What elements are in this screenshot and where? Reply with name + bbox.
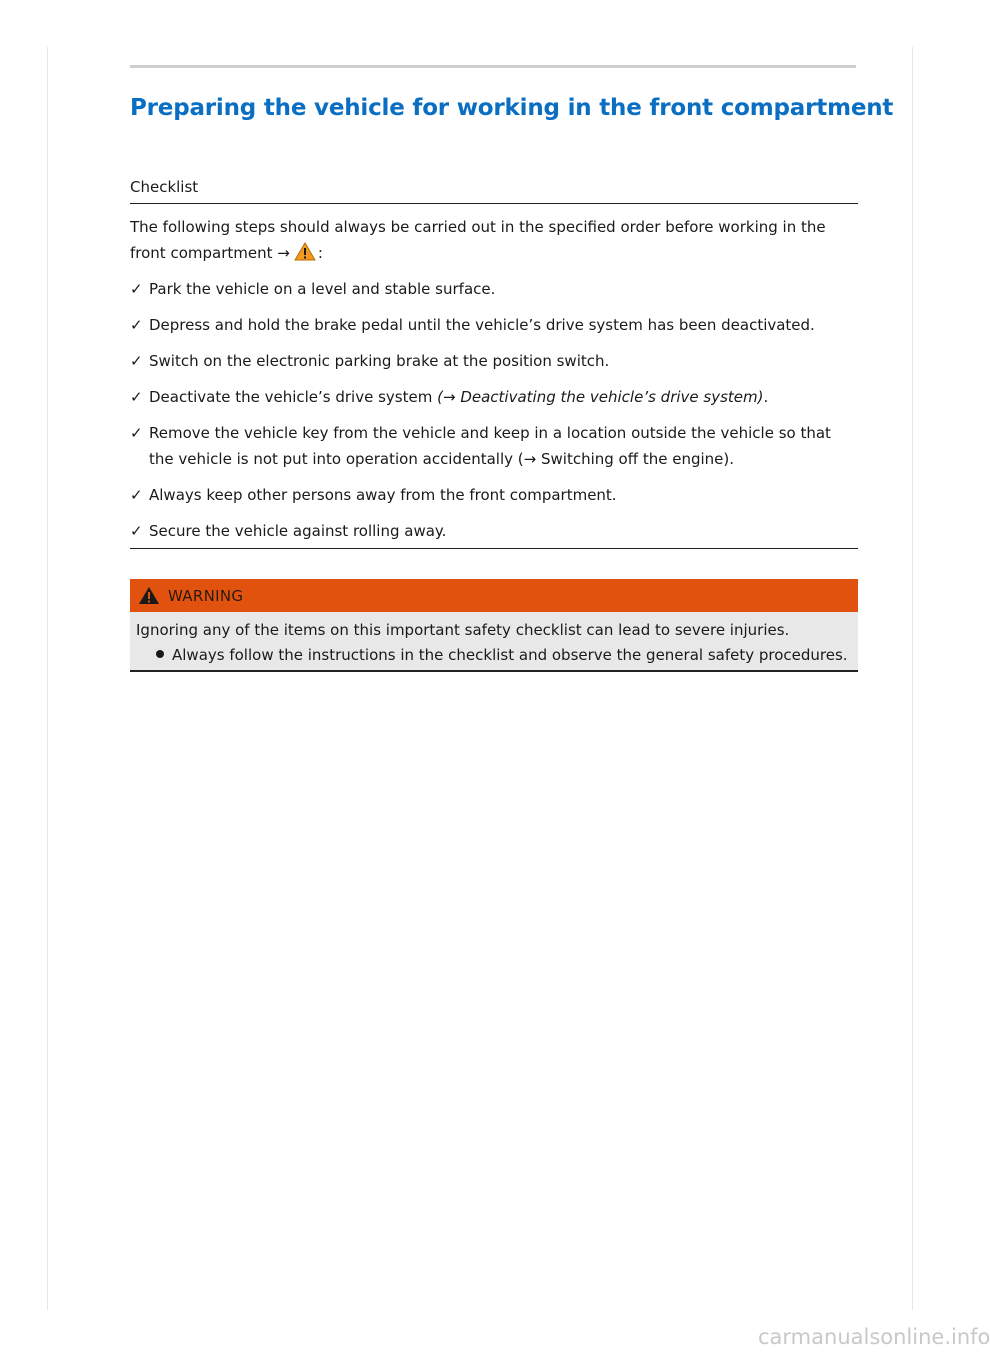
warning-bullet — [156, 644, 848, 666]
warning-header — [130, 579, 858, 612]
checklist-item — [130, 482, 858, 508]
checklist-item-text: Remove the vehicle key from the vehicle and keep in a location outside the vehicle so that the vehicle is not put into operation accidentally ( — [149, 424, 831, 468]
checklist-item-text: Depress and hold the brake pedal until the vehicle’s drive system has been deactivated. — [149, 316, 815, 334]
warning-box — [130, 579, 858, 672]
check-icon: ✓ — [130, 352, 143, 370]
check-icon: ✓ — [130, 280, 143, 298]
check-icon: ✓ — [130, 486, 143, 504]
check-icon: ✓ — [130, 388, 143, 406]
warning-title: WARNING — [168, 587, 244, 605]
page-border-right — [912, 47, 913, 1310]
checklist-item-text: Always keep other persons away from the front compartment. — [149, 486, 617, 504]
intro-text: The following steps should always be carried out in the specified order before working in the front compartment — [130, 218, 826, 262]
intro-suffix: : — [317, 244, 323, 262]
intro-paragraph — [130, 214, 858, 266]
check-icon: ✓ — [130, 522, 143, 540]
checklist-item-tail: . — [763, 388, 769, 406]
check-icon: ✓ — [130, 316, 143, 334]
xref-text: Deactivating the vehicle’s drive system) — [455, 388, 764, 406]
xref-link-deactivating-drive-system[interactable] — [437, 388, 763, 406]
check-icon: ✓ — [130, 424, 143, 442]
section-label: Checklist — [130, 178, 199, 196]
checklist-item — [130, 518, 858, 544]
checklist-item-text: Secure the vehicle against rolling away. — [149, 522, 447, 540]
bullet-icon — [156, 650, 164, 658]
arrow-icon: → — [442, 388, 456, 406]
warning-bullet-text: Always follow the instructions in the checklist and observe the general safety procedures. — [172, 646, 848, 664]
checklist-item-tail: . — [729, 450, 735, 468]
warning-triangle-icon — [294, 242, 316, 261]
checklist — [130, 276, 858, 554]
checklist-item — [130, 420, 858, 472]
checklist-item-text: Deactivate the vehicle’s drive system — [149, 388, 433, 406]
xref-link-switching-off-engine[interactable] — [524, 450, 730, 468]
xref-open-paren: ( — [437, 388, 443, 406]
checklist-item — [130, 276, 858, 302]
page-title: Preparing the vehicle for working in the front compartment — [130, 95, 894, 121]
checklist-item-text: Switch on the electronic parking brake at the position switch. — [149, 352, 610, 370]
warning-triangle-icon — [138, 586, 160, 605]
xref-text: Switching off the engine) — [536, 450, 730, 468]
checklist-item-text: Park the vehicle on a level and stable surface. — [149, 280, 496, 298]
arrow-icon: → — [523, 450, 537, 468]
watermark: carmanualsonline.info — [758, 1325, 990, 1349]
arrow-icon: → — [277, 244, 290, 262]
page-border-left — [47, 47, 48, 1310]
checklist-item — [130, 348, 858, 374]
checklist-item — [130, 384, 858, 410]
section-rule-bottom — [130, 548, 858, 549]
warning-text: Ignoring any of the items on this important safety checklist can lead to severe injuries. — [136, 621, 790, 639]
checklist-item — [130, 312, 858, 338]
top-rule — [130, 65, 856, 68]
section-rule-top — [130, 203, 858, 204]
